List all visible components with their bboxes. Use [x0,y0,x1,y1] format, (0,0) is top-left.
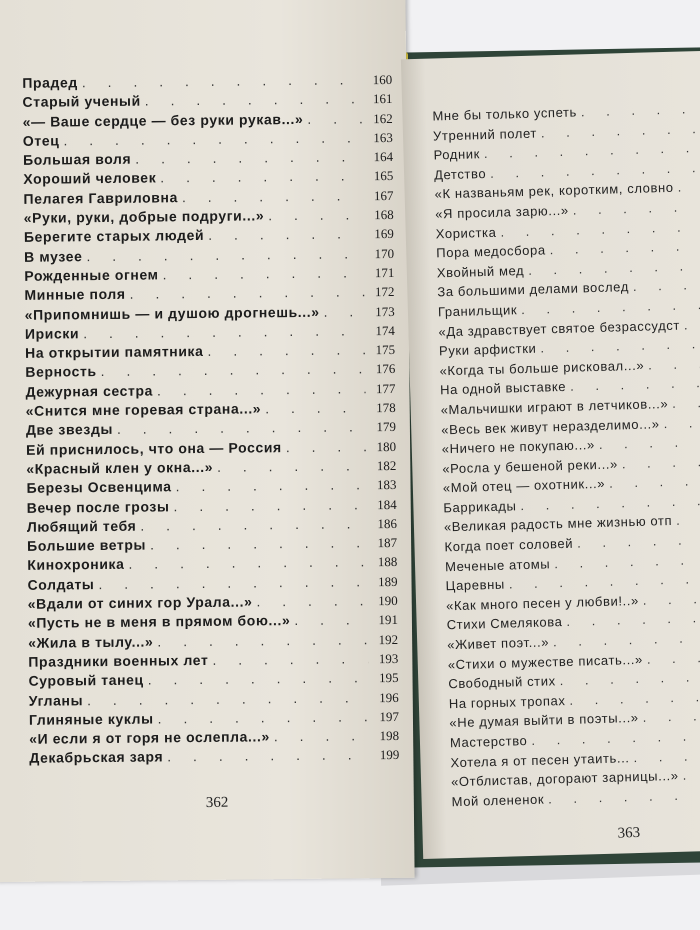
entry-title: «И если я от горя не ослепла...» [29,728,270,747]
dot-leader [642,708,700,726]
dot-leader [157,380,366,398]
dot-leader [684,316,700,332]
entry-title: Две звезды [25,421,114,439]
entry-title: На одной выставке [439,379,567,398]
entry-title: Свободный стих [448,673,556,692]
dot-leader [609,473,700,491]
entry-page-number: 171 [374,264,395,281]
dot-leader [648,355,700,372]
dot-leader [647,649,700,666]
dot-leader [182,187,364,205]
entry-title: Пелагея Гавриловна [23,188,178,207]
dot-leader [682,766,700,783]
entry-page-number: 188 [377,554,398,570]
dot-leader [145,91,363,109]
entry-title: «Вдали от синих гор Урала...» [27,593,253,612]
entry-title: «Я просила зарю...» [435,202,569,222]
entry-title: «Припомнишь — и душою дрогнешь...» [24,303,320,323]
list-item [29,746,407,769]
dot-leader [148,669,369,687]
entry-page-number: 184 [377,496,397,512]
entry-page-number: 174 [375,322,395,339]
entry-title: Солдаты [27,575,95,593]
dot-leader [128,554,367,573]
entry-title: За большими делами вослед [437,279,630,300]
entry-title: «К названьям рек, коротким, словно [434,180,674,202]
dot-leader [98,573,367,592]
entry-title: «Пусть не в меня в прямом бою...» [27,612,291,632]
entry-title: «Живет поэт...» [447,634,550,653]
entry-page-number: 193 [378,650,399,667]
entry-page-number: 196 [379,689,399,705]
dot-leader [82,71,363,90]
entry-title: «Да здравствует святое безрассудст [438,317,681,339]
contents-list-left [22,71,407,770]
entry-title: «Красный клен у окна...» [26,458,214,477]
dot-leader [581,101,700,120]
dot-leader [140,515,367,533]
entry-title: Декабрьская заря [29,748,164,767]
page-number: 363 [617,824,641,842]
entry-title: В музее [24,247,83,265]
entry-page-number: 167 [373,187,394,203]
dot-leader [130,284,365,302]
entry-page-number: 183 [376,477,397,493]
dot-leader [633,747,700,765]
dot-leader [307,110,362,127]
entry-title: «Жила в тылу...» [28,633,154,651]
entry-title: Берегите старых людей [23,227,205,246]
entry-title: Меченые атомы [444,556,551,574]
entry-title: «Мой отец — охотник...» [442,476,606,496]
entry-title: Хвойный мед [436,262,525,281]
entry-title: Дежурная сестра [25,382,154,400]
entry-title: Хотела я от песен утаить... [450,749,630,770]
entry-title: Любящий тебя [26,517,137,535]
entry-title: Прадед [22,74,78,91]
entry-page-number: 176 [375,361,396,377]
dot-leader [83,322,365,341]
entry-title: Глиняные куклы [28,710,154,728]
entry-page-number: 186 [377,515,397,531]
entry-title: Гранильщик [437,302,518,320]
entry-title: «Руки, руки, добрые подруги...» [23,207,265,226]
entry-title: Большие ветры [27,536,147,554]
entry-title: Утренний полет [432,125,538,144]
dot-leader [577,531,700,550]
entry-title: Родник [433,146,481,163]
entry-title: «Росла у бешеной реки...» [442,456,619,477]
entry-title: «Отблистав, догорают зарницы...» [450,768,679,790]
entry-page-number: 175 [375,342,396,358]
entry-title: Хороший человек [23,169,157,188]
entry-page-number: 198 [379,728,400,744]
entry-page-number: 179 [376,419,396,435]
right-page [401,51,700,859]
dot-leader [599,433,700,452]
entry-title: Царевны [445,576,506,594]
entry-page-number: 168 [374,207,394,223]
dot-leader [158,708,369,726]
dot-leader [622,453,700,471]
entry-title: «— Ваше сердце — без руки рукав...» [22,110,304,130]
entry-title: Минные поля [24,286,126,304]
entry-title: Мастерство [449,733,528,751]
entry-page-number: 170 [374,245,395,261]
entry-title: «Ничего не покупаю...» [441,437,596,457]
entry-title: «Великая радость мне жизнью отп [443,513,673,535]
dot-leader [212,650,368,668]
entry-page-number: 190 [378,592,398,609]
entry-page-number: 162 [373,110,393,126]
entry-title: На открытии памятника [25,343,204,361]
dot-leader [63,129,363,148]
entry-title: «Как много песен у любви!..» [445,592,639,614]
entry-title: Баррикады [443,498,517,516]
dot-leader [677,179,700,195]
dot-leader [157,631,368,649]
dot-leader [117,419,366,438]
dot-leader [208,226,364,244]
entry-page-number: 173 [375,303,395,319]
entry-title: «Весь век живут неразделимо...» [441,415,660,437]
dot-leader [324,303,365,319]
entry-title: Руки арфистки [438,340,537,359]
entry-page-number: 177 [375,380,396,396]
entry-title: Рожденные огнем [24,266,159,284]
dot-leader [163,264,365,282]
entry-title: Верность [25,363,97,381]
entry-page-number: 189 [377,573,398,589]
dot-leader [256,592,367,609]
entry-page-number: 191 [378,612,398,628]
entry-title: Мне бы только успеть [432,104,578,124]
entry-page-number: 172 [374,284,395,300]
entry-title: Ириски [24,325,80,342]
dot-leader [672,394,700,411]
dot-leader [265,399,366,416]
entry-title: «Снится мне горевая страна...» [25,400,262,419]
entry-page-number: 180 [376,438,397,454]
entry-title: На горных тропах [448,692,566,712]
entry-title: «Стихи о мужестве писать...» [447,651,644,672]
dot-leader [633,277,700,295]
dot-leader [286,438,366,455]
entry-title: Березы Освенцима [26,478,172,497]
entry-page-number: 187 [377,535,398,551]
dot-leader [643,590,700,607]
dot-leader [160,168,363,186]
entry-page-number: 169 [374,226,394,242]
dot-leader [217,457,366,475]
entry-page-number: 164 [373,149,394,165]
entry-title: Детство [433,165,487,183]
entry-title: Праздники военных лет [28,651,209,670]
entry-title: Ей приснилось, что она — Россия [26,438,282,458]
dot-leader [268,206,364,223]
entry-page-number: 195 [378,670,399,686]
entry-title: Когда поет соловей [444,535,574,555]
dot-leader [573,198,700,217]
dot-leader [167,747,369,765]
dot-leader [663,414,700,431]
entry-page-number: 165 [373,168,394,184]
entry-title: Хористка [435,224,497,241]
dot-leader [173,496,366,514]
dot-leader [135,148,363,166]
entry-title: Угланы [28,691,84,709]
contents-list-right [432,100,700,813]
dot-leader [676,512,700,528]
dot-leader [86,245,364,264]
entry-title: Кинохроника [27,556,125,574]
entry-page-number: 161 [372,91,393,107]
entry-page-number: 199 [379,747,400,763]
entry-title: Отец [22,132,60,149]
dot-leader [294,612,368,629]
entry-page-number: 192 [378,631,399,647]
dot-leader [101,361,366,380]
entry-title: Вечер после грозы [26,497,170,516]
entry-page-number: 163 [373,129,393,146]
entry-page-number: 160 [372,71,393,88]
page-number: 362 [205,794,229,811]
dot-leader [570,375,700,394]
dot-leader [176,476,367,494]
entry-page-number: 178 [376,399,396,416]
entry-title: Суровый танец [28,671,144,690]
dot-leader [87,689,369,708]
entry-title: «Когда ты больше рисковал...» [439,357,645,379]
entry-title: «Не думая выйти в поэты...» [449,710,639,731]
entry-page-number: 182 [376,457,397,474]
entry-page-number: 197 [379,708,400,724]
entry-title: Мой олененок [451,791,545,809]
entry-title: «Мальчишки играют в летчиков...» [440,395,669,418]
dot-leader [207,341,365,359]
entry-title: Большая воля [23,150,132,169]
entry-title: Пора медосбора [436,242,546,261]
entry-title: Старый ученый [22,92,141,111]
entry-title: Стихи Смелякова [446,614,563,633]
dot-leader [274,727,369,744]
dot-leader [150,534,367,552]
